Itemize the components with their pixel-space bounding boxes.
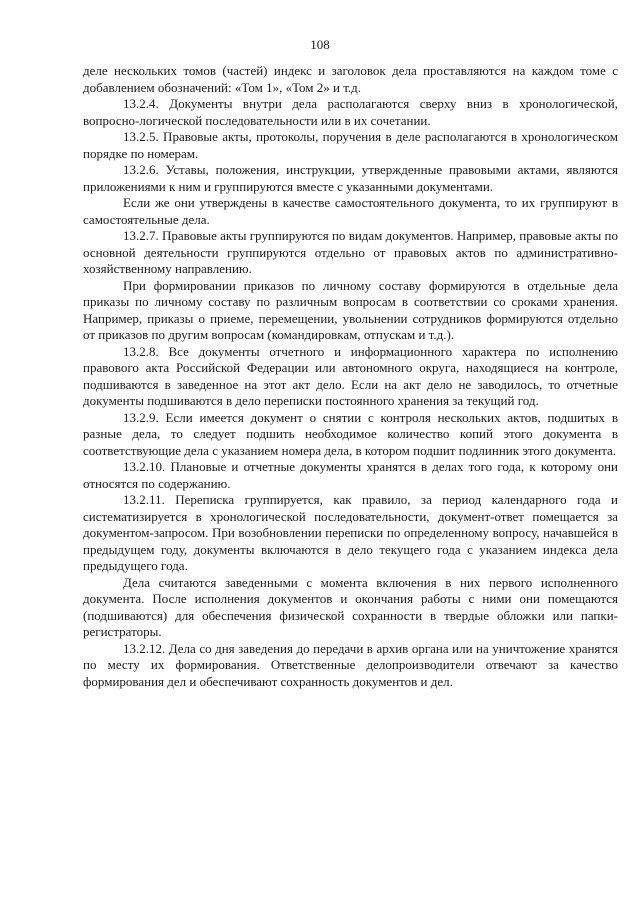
paragraph-13-2-11-note: Дела считаются заведенными с момента включения в них первого исполненного документа. После исполнения документов и окончания работы с ними они помещаются (подшиваются) для обеспечения физической сохранности в твердые обложки или папки-регистраторы. [83,574,618,639]
paragraph-continuation: деле нескольких томов (частей) индекс и заголовок дела проставляются на каждом томе с добавлением обозначений: «Том 1», «Том 2» и т.д. [83,63,618,95]
page-number: 108 [310,37,330,52]
body-text [83,63,618,690]
paragraph-13-2-6-note: Если же они утверждены в качестве самостоятельного документа, то их группируют в самостоятельные дела. [83,195,618,227]
paragraph-13-2-7-note: При формировании приказов по личному составу формируются в отдельные дела приказы по личному составу по различным вопросам в соответствии со сроками хранения. Например, приказы о приеме, перемещении, увольнении сотрудников формируются отдельно от приказов по другим вопросам (командировкам, отпускам и т.д.). [83,277,618,342]
paragraph-13-2-5: 13.2.5. Правовые акты, протоколы, поручения в деле располагаются в хронологическом порядке по номерам. [83,129,618,161]
paragraph-13-2-4: 13.2.4. Документы внутри дела располагаются сверху вниз в хронологической, вопросно-логической последовательности или в их сочетании. [83,96,618,128]
paragraph-13-2-6: 13.2.6. Уставы, положения, инструкции, утвержденные правовыми актами, являются приложениями к ним и группируются вместе с указанными документами. [83,162,618,194]
paragraph-13-2-8: 13.2.8. Все документы отчетного и информационного характера по исполнению правового акта Российской Федерации или автономного округа, находящиеся на контроле, подшиваются в заведенное на этот акт дело. Если на акт дело не заводилось, то отчетные документы подшиваются в дело переписки постоянного хранения за текущий год. [83,343,618,408]
paragraph-13-2-12: 13.2.12. Дела со дня заведения до передачи в архив органа или на уничтожение хранятся по месту их формирования. Ответственные делопроизводители отвечают за качество формирования дел и обеспечивают сохранность документов и дел. [83,640,618,689]
paragraph-13-2-10: 13.2.10. Плановые и отчетные документы хранятся в делах того года, к которому они относятся по содержанию. [83,459,618,491]
paragraph-13-2-11: 13.2.11. Переписка группируется, как правило, за период календарного года и систематизируется в хронологической последовательности, документ-ответ помещается за документом-запросом. При возобновлении переписки по определенному вопросу, начавшейся в предыдущем году, документы включаются в дело текущего года с указанием индекса дела предыдущего года. [83,492,618,573]
paragraph-13-2-9: 13.2.9. Если имеется документ о снятии с контроля нескольких актов, подшитых в разные дела, то следует подшить необходимое количество копий этого документа в соответствующие дела с указанием номера дела, в котором подшит подлинник этого документа. [83,409,618,458]
paragraph-13-2-7: 13.2.7. Правовые акты группируются по видам документов. Например, правовые акты по основной деятельности группируются отдельно от правовых актов по административно-хозяйственному направлению. [83,228,618,276]
